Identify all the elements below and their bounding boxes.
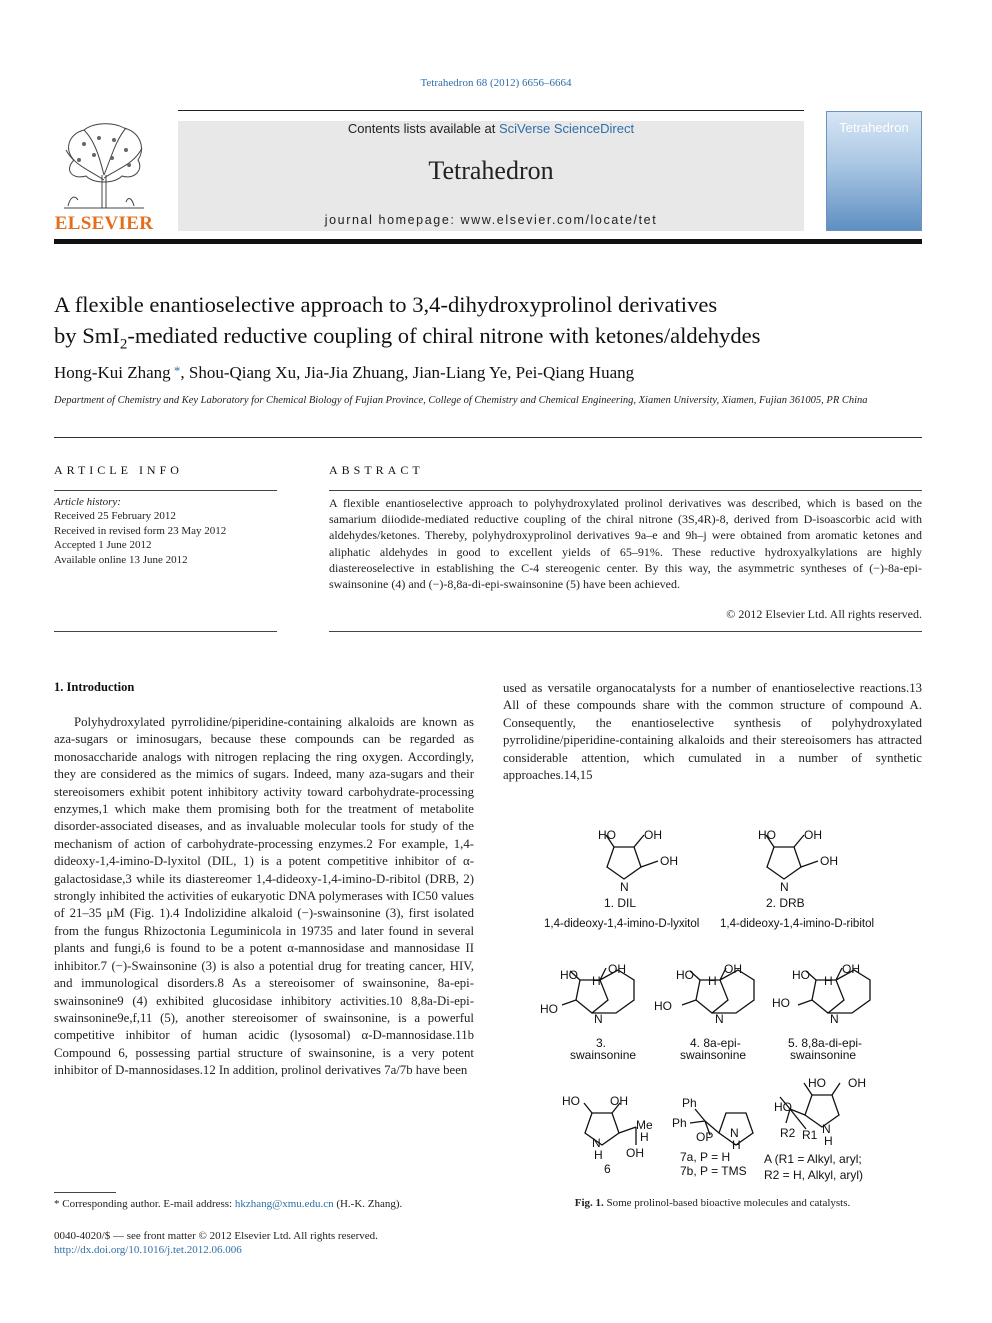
abstract-copyright: © 2012 Elsevier Ltd. All rights reserved. (726, 607, 922, 621)
article-title (54, 289, 922, 361)
history-accepted: Accepted 1 June 2012 (54, 539, 152, 552)
c6-h: H (640, 1130, 649, 1144)
journal-name: Tetrahedron (428, 156, 554, 185)
cA-r2: R2 (780, 1126, 796, 1140)
figure-caption-text: Some prolinol-based bioactive molecules and catalysts. (603, 1197, 851, 1209)
figure-1-caption (503, 1197, 922, 1209)
c3-ho2: HO (540, 1002, 558, 1016)
title-line-2 (54, 320, 922, 361)
abstract-text: A flexible enantioselective approach to polyhydroxylated prolinol derivatives was described, which is based on the samarium diiodide-mediated reductive coupling of the chiral nitrone (3S,4R)-8, derived from D-isoascorbic acid with aldehydes/ketones. Thereby, polyhydroxyprolinol derivatives 9a–e and 9h–j were obtained from aromatic ketones and aliphatic aldehydes in good to excellent yields of 65–91%. These reductive hydroxyalkylations are highly diastereoselective in establishing the C-4 stereogenic center. By this way, the asymmetric syntheses of (−)-8a-epi-swainsonine (4) and (−)-8,8a-di-epi-swainsonine (5) have been achieved. (329, 496, 922, 592)
doi-link[interactable]: http://dx.doi.org/10.1016/j.tet.2012.06.006 (54, 1244, 242, 1257)
c6-n: N (592, 1136, 601, 1150)
article-info-bottom-rule (54, 631, 277, 632)
c1-oh2: OH (660, 854, 678, 868)
compound-4-name: swainsonine (680, 1048, 747, 1062)
cA-ho2: HO (774, 1100, 792, 1114)
affiliation-rule (54, 437, 922, 438)
c2-n: N (780, 880, 789, 894)
c4-ho2: HO (654, 999, 672, 1013)
c2-oh: OH (804, 828, 822, 842)
compound-4-label: 4. 8a-epi- (690, 1036, 741, 1050)
abstract-bottom-rule (329, 631, 922, 632)
introduction-right-column: used as versatile organocatalysts for a number of enantioselective reactions.13 All of these compounds share with the common structure of compound A. Consequently, the enantioselective synthesis of polyhydroxylated pyrrolidine/piperidine-containing alkaloids and their stereoisomers has attracted considerable attention, which cumulated in a number of synthetic approaches.14,15 (503, 681, 922, 783)
compound-6-label: 6 (604, 1162, 611, 1176)
c5-ho: HO (792, 968, 810, 982)
journal-homepage[interactable]: journal homepage: www.elsevier.com/locate/tet (324, 213, 658, 227)
history-label: Article history: (54, 496, 121, 508)
c2-oh2: OH (820, 854, 838, 868)
abstract-rule (329, 490, 922, 491)
c4-ho: HO (676, 968, 694, 982)
sciencedirect-link[interactable]: SciVerse ScienceDirect (498, 121, 635, 136)
compound-1-label: 1. DIL (604, 896, 637, 910)
c2-ho: HO (758, 828, 776, 842)
article-info-heading: ARTICLE INFO (54, 463, 183, 477)
corresponding-footnote (54, 1198, 494, 1210)
article-history (54, 495, 277, 567)
c7-ph2: Ph (672, 1116, 687, 1130)
corresponding-author: Hong-Kui Zhang (54, 363, 171, 382)
c3-ho: HO (560, 968, 578, 982)
introduction-left-column: Polyhydroxylated pyrrolidine/piperidine-containing alkaloids are known as aza-sugars or iminosugars, because these compounds can be regarded as monosaccharide analogs with nitrogen replacing the ring oxygen. Accordingly, they are considered as the mimics of sugars. Indeed, many aza-sugars and their stereoisomers exhibit potent inhibitory activity toward carbohydrate-processing enzymes,1 which make them promising both for the treatment of metabolite disorder-associated diseases, and as invaluable molecular tools for study of the mechanism of action of carbohydrate-processing enzymes.2 For example, 1,4-dideoxy-1,4-imino-D-lyxitol (DIL, 1) is a potent competitive inhibitor of α-galactosidase,3 while its diastereomer 1,4-dideoxy-1,4-imino-D-ribitol (DRB, 2) strongly inhibited the activities of eukaryotic DNA polymerases with IC50 values of 21–35 μM (Fig. 1).4 Indolizidine alkaloid (−)-swainsonine (3), first isolated from the fungus Rhizoctonia Leguminicola in 19735 and later found in several plants and fungi,6 is found to be a potent α-mannosidase and mannosidase II inhibitor.7 (−)-Swainsonine (3) is also a potential drug for treating cancer, HIV, and immunological disorders.8 As a stereoisomer of swainsonine, 8a-epi-swainsonine9 (4) exhibited glucosidase inhibitory activities.10 8,8a-Di-epi-swainsonine9e,f,11 (5), another stereoisomer of swainsonine, is a powerful competitive inhibitor of human acidic (lysosomal) α-D-mannosidase.11b Compound 6, possessing partial structure of swainsonine, is a very potent inhibitor of D-mannosidases.12 In addition, prolinol derivatives 7a/7b have been (54, 715, 474, 1078)
c1-ho: HO (598, 828, 616, 842)
c1-n: N (620, 880, 629, 894)
c3-oh: OH (608, 962, 626, 976)
cA-h: H (824, 1134, 833, 1148)
contents-line (178, 121, 804, 136)
c7-op: OP (696, 1130, 714, 1144)
c5-oh: OH (842, 962, 860, 976)
article-info-rule (54, 490, 277, 491)
c6-ho: HO (562, 1094, 580, 1108)
elsevier-wordmark[interactable]: ELSEVIER (54, 213, 154, 234)
author-list (54, 363, 922, 383)
compound-3-label: 3. (596, 1036, 607, 1050)
cA-r1: R1 (802, 1128, 818, 1142)
issn-line: 0040-4020/$ — see front matter © 2012 Elsevier Ltd. All rights reserved. (54, 1230, 378, 1242)
footnote-rule (54, 1192, 116, 1193)
history-online: Available online 13 June 2012 (54, 553, 188, 566)
corresponding-author-mark[interactable]: * (170, 363, 181, 378)
compound-A-line2: R2 = H, Alkyl, aryl) (764, 1168, 864, 1182)
compound-5-label: 5. 8,8a-di-epi- (788, 1036, 863, 1050)
title-line-1: A flexible enantioselective approach to 3,4-dihydroxyprolinol derivatives (54, 292, 718, 317)
c7-ph: Ph (682, 1096, 697, 1110)
title-line-2-b: -mediated reductive coupling of chiral nitrone with ketones/aldehydes (127, 323, 761, 348)
journal-cover-title: Tetrahedron (839, 120, 909, 135)
footnote-tail: (H.-K. Zhang). (333, 1198, 403, 1210)
title-line-2-a: by SmI (54, 323, 120, 348)
compound-1-name: 1,4-dideoxy-1,4-imino-D-lyxitol (544, 918, 700, 930)
c4-n: N (715, 1012, 724, 1026)
figure-1-structures (540, 825, 922, 1185)
c7-h: H (732, 1138, 741, 1152)
cA-ho: HO (808, 1076, 826, 1090)
c3-n: N (594, 1012, 603, 1026)
c4-oh: OH (724, 962, 742, 976)
c6-me: Me (636, 1118, 653, 1132)
history-revised: Received in revised form 23 May 2012 (54, 524, 227, 537)
co-authors: , Shou-Qiang Xu, Jia-Jia Zhuang, Jian-Liang Ye, Pei-Qiang Huang (180, 363, 635, 382)
footnote-prefix: * Corresponding author. E-mail address: (54, 1198, 235, 1210)
c7-n: N (730, 1126, 739, 1140)
c1-oh: OH (644, 828, 662, 842)
contents-prefix: Contents lists available at (347, 121, 499, 136)
compound-A-line1: A (R1 = Alkyl, aryl; (764, 1152, 862, 1166)
masthead-rule (54, 239, 922, 244)
c5-ho2: HO (772, 996, 790, 1010)
compound-7b-label: 7b, P = TMS (680, 1164, 747, 1178)
abstract-heading: ABSTRACT (329, 463, 424, 477)
c3-h: H (592, 974, 601, 988)
c5-h: H (824, 974, 833, 988)
c4-h: H (708, 974, 717, 988)
history-received: Received 25 February 2012 (54, 510, 176, 523)
cA-oh: OH (848, 1076, 866, 1090)
c5-n: N (830, 1012, 839, 1026)
figure-caption-label: Fig. 1. (574, 1197, 604, 1209)
cA-n: N (822, 1122, 831, 1136)
title-subscript: 2 (119, 336, 128, 353)
compound-3-name: swainsonine (570, 1048, 637, 1062)
introduction-heading: 1. Introduction (54, 680, 135, 694)
compound-7a-label: 7a, P = H (680, 1150, 731, 1164)
compound-5-name: swainsonine (790, 1048, 857, 1062)
issn-block (54, 1229, 494, 1258)
c6-oh2: OH (626, 1146, 644, 1160)
header-rule (178, 110, 804, 111)
c6-h2: H (594, 1148, 603, 1162)
compound-2-label: 2. DRB (766, 896, 805, 910)
affiliation: Department of Chemistry and Key Laboratory for Chemical Biology of Fujian Province, College of Chemistry and Chemical Engineering, Xiamen University, Xiamen, Fujian 361005, PR China (54, 395, 868, 406)
compound-2-name: 1,4-dideoxy-1,4-imino-D-ribitol (720, 918, 875, 930)
author-email-link[interactable]: hkzhang@xmu.edu.cn (234, 1198, 334, 1210)
c6-oh: OH (610, 1094, 628, 1108)
journal-citation[interactable]: Tetrahedron 68 (2012) 6656–6664 (420, 77, 572, 89)
